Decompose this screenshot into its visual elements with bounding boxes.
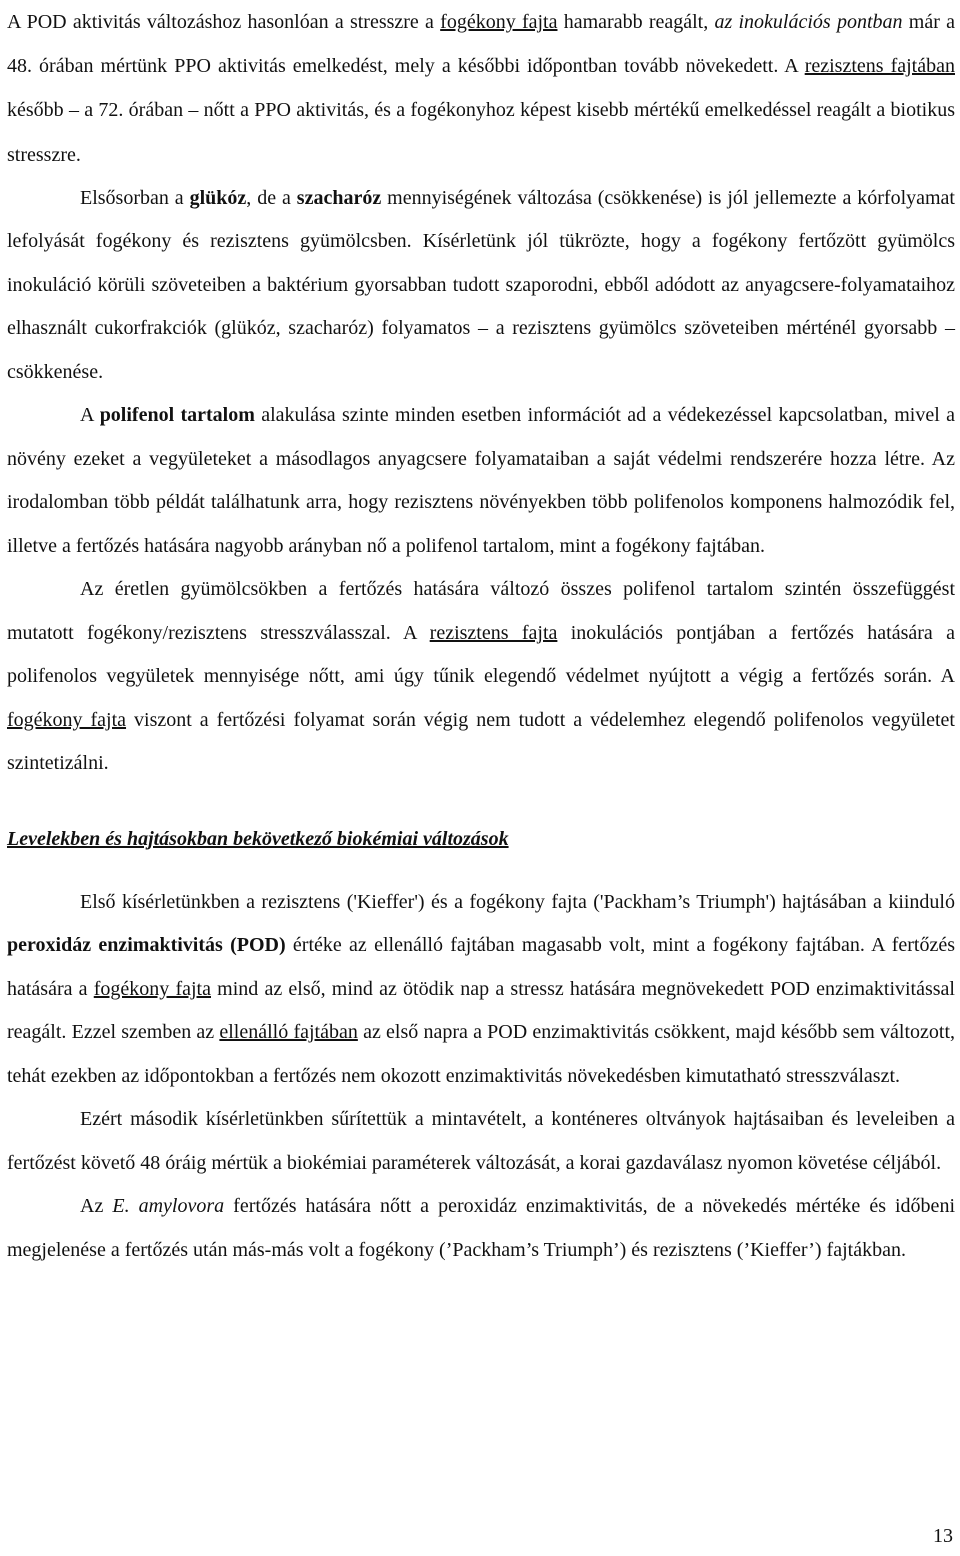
paragraph-unripe-fruit bbox=[7, 568, 955, 786]
text-segment: mind az első, mind az ötödik nap a stressz hatására megnövekedett POD enzimaktivitással reagált. Ezzel szemben az bbox=[7, 977, 955, 1044]
bold-term: glükóz bbox=[189, 186, 247, 209]
text-segment: Az bbox=[80, 1195, 113, 1218]
text-segment: hamarabb reagált, bbox=[557, 11, 715, 33]
text-segment: inokulációs pontjában a fertőzés hatására a polifenolos vegyületek mennyisége nőtt, ami úgy tűnik elegendő védelmet nyújtott a végig a fertőzés során. A bbox=[7, 621, 955, 688]
italic-term: E. amylovora bbox=[112, 1195, 225, 1218]
paragraph-peroxidase-result bbox=[7, 1185, 955, 1272]
paragraph-ppo-activity bbox=[7, 0, 955, 177]
paragraph-second-experiment bbox=[7, 1098, 955, 1185]
text-segment: Elsősorban a bbox=[80, 186, 190, 209]
text-segment: fertőzés hatására nőtt a peroxidáz enzimaktivitás, de a növekedés mértéke és időbeni megjelenése a fertőzés után más-más volt a fogékony (’Packham’s Triumph’) és rezisztens (’Kieffer’) fajtákban. bbox=[7, 1195, 955, 1261]
text-column bbox=[7, 0, 955, 1272]
underlined-term: rezisztens fajtában bbox=[804, 55, 955, 78]
paragraph-polyphenol-content bbox=[7, 394, 955, 568]
text-segment: már a 48. órában mértünk PPO aktivitás emelkedést, mely a későbbi időpontban tovább növekedett. A bbox=[7, 11, 955, 78]
text-segment: az első napra a POD enzimaktivitás csökkent, majd később sem változott, tehát ezekben az időpontokban a fertőzés nem okozott enzimaktivitás növekedésben kimutatható stresszválaszt. bbox=[7, 1021, 956, 1087]
bold-term: peroxidáz enzimaktivitás (POD) bbox=[7, 934, 286, 957]
underlined-term: rezisztens fajta bbox=[429, 621, 558, 644]
text-segment: , de a bbox=[246, 186, 297, 209]
paragraph-first-experiment bbox=[7, 881, 955, 1099]
bold-term: polifenol tartalom bbox=[99, 404, 255, 427]
text-segment: viszont a fertőzési folyamat során végig nem tudott a védelemhez elegendő polifenolos vegyületet szintetizálni. bbox=[7, 708, 955, 775]
underlined-term: fogékony fajta bbox=[440, 11, 558, 33]
underlined-term: fogékony fajta bbox=[93, 977, 211, 1000]
underlined-term: fogékony fajta bbox=[7, 708, 127, 731]
text-segment: Első kísérletünkben a rezisztens ('Kieffer') és a fogékony fajta ('Packham’s Triumph') hajtásában a kiinduló bbox=[80, 890, 955, 913]
text-segment: A POD aktivitás változáshoz hasonlóan a stresszre a bbox=[7, 11, 441, 33]
text-segment: alakulása szinte minden esetben információt ad a védekezéssel kapcsolatban, mivel a növény ezeket a vegyületeket a másodlagos anyagcsere folyamataiban a saját védelmi rendszerére hozza létre. Az irodalomban több példát találhatunk arra, hogy rezisztens növényekben több polifenolos komponens halmozódik fel, illetve a fertőzés hatására nagyobb arányban nő a polifenol tartalom, mint a fogékony fajtában. bbox=[7, 404, 955, 557]
underlined-term: ellenálló fajtában bbox=[219, 1021, 358, 1044]
italic-term: az inokulációs pontban bbox=[714, 11, 903, 33]
page-number: 13 bbox=[933, 1525, 953, 1547]
text-segment: mennyiségének változása (csökkenése) is jól jellemezte a kórfolyamat lefolyását fogékony és rezisztens gyümölcsben. Kísérletünk jól tükrözte, hogy a fogékony fertőzött gyümölcs inokuláció körüli szöveteiben a baktérium gyorsabban tudott szaporodni, ebből adódott az anyagcsere-folyamataihoz elhasznált cukorfrakciók (glükóz, szacharóz) folyamatos – a rezisztens gyümölcs szöveteiben mérténél gyorsabb – csökkenése. bbox=[7, 186, 955, 383]
paragraph-sugar-content bbox=[7, 177, 955, 395]
text-segment: értéke az ellenálló fajtában magasabb volt, mint a fogékony fajtában. A fertőzés hatására a bbox=[7, 934, 956, 1000]
text-segment: A bbox=[80, 404, 100, 427]
bold-term: szacharóz bbox=[296, 186, 382, 209]
text-segment: Ezért második kísérletünkben sűrítettük a mintavételt, a konténeres oltványok hajtásaiban és leveleiben a fertőzést követő 48 óráig mértük a biokémiai paraméterek változását, a korai gazdaválasz nyomon követése céljából. bbox=[7, 1108, 955, 1174]
text-segment: később – a 72. órában – nőtt a PPO aktivitás, és a fogékonyhoz képest kisebb mértékű emelkedéssel reagált a biotikus stresszre. bbox=[7, 99, 955, 166]
text-segment: Az éretlen gyümölcsökben a fertőzés hatására változó összes polifenol tartalom szintén összefüggést mutatott fogékony/rezisztens stresszválasszal. A bbox=[7, 578, 955, 644]
section-heading: Levelekben és hajtásokban bekövetkező biokémiai változások bbox=[7, 827, 509, 850]
